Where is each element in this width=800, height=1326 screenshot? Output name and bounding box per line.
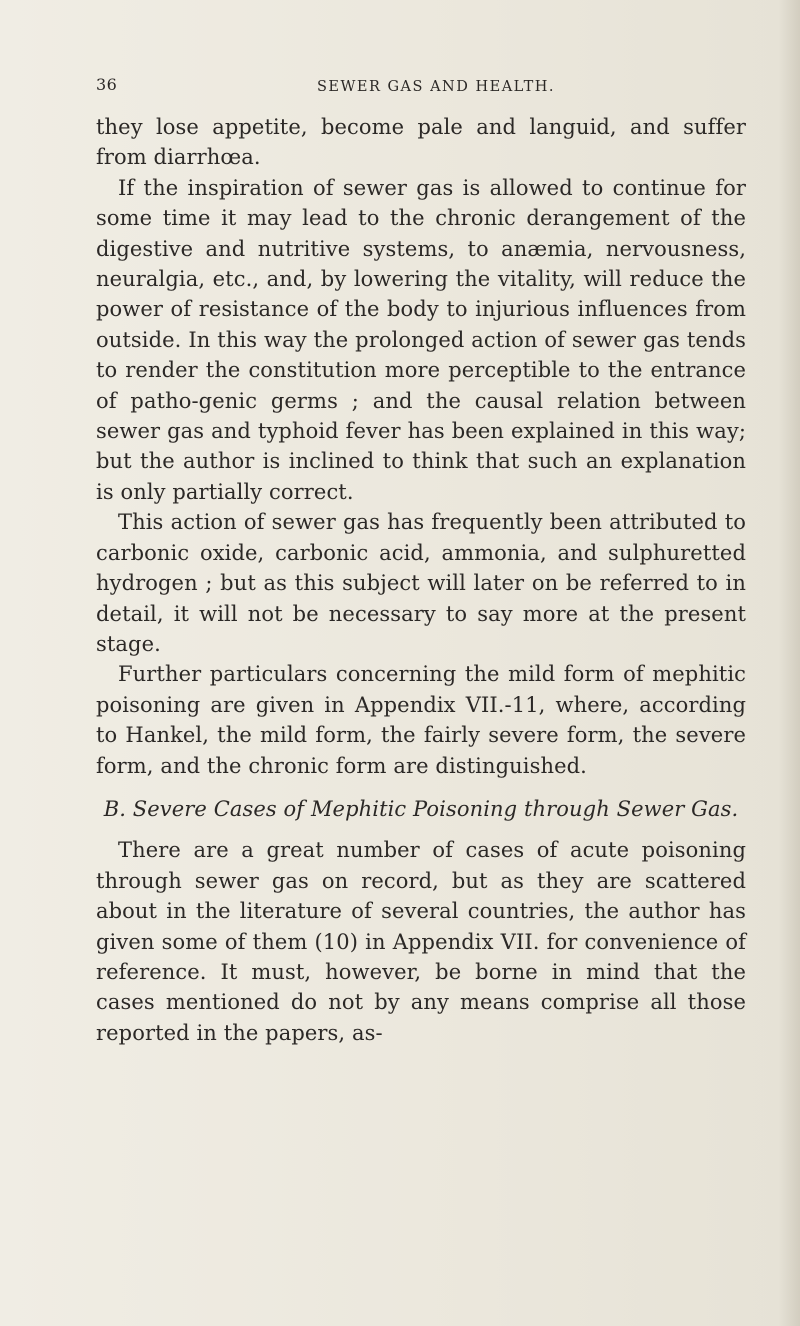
page-number: 36	[96, 75, 118, 94]
running-head: SEWER GAS AND HEALTH.	[316, 79, 556, 95]
section-heading: B. Severe Cases of Mephitic Poisoning through Sewer Gas.	[103, 796, 739, 821]
paragraph-further-particulars: Further particulars concerning the mild form of mephitic poisoning are given in Appendix VII.-11, where, according to Hankel, the mild form, the fairly severe form, the severe form, and the chronic form are distinguished.	[96, 662, 746, 778]
paragraph-attributed-causes: This action of sewer gas has frequently been attributed to carbonic oxide, carbonic acid, ammonia, and sulphuretted hydrogen ; but as this subject will later on be referred to in detail, it will not be necessary to say more at the present stage.	[96, 510, 746, 656]
body-text	[96, 112, 746, 1048]
paragraph-acute-poisoning: There are a great number of cases of acute poisoning through sewer gas on record, but as they are scattered about in the literature of several countries, the author has given some of them (10) in Appendix VII. for convenience of reference. It must, however, be borne in mind that the cases mentioned do not by any means comprise all those reported in the papers, as-	[96, 838, 746, 1045]
paragraph-continued: they lose appetite, become pale and languid, and suffer from diarrhœa.	[96, 115, 746, 170]
paragraph-chronic-derangement: If the inspiration of sewer gas is allowed to continue for some time it may lead to the chronic derangement of the digestive and nutritive systems, to anæmia, nervousness, neuralgia, etc., and, by lowering the vitality, will reduce the power of resistance of the body to injurious influences from outside. In this way the prolonged action of sewer gas tends to render the constitution more perceptible to the entrance of patho-genic germs ; and the causal relation between sewer gas and typhoid fever has been explained in this way; but the author is inclined to think that such an explanation is only partially correct.	[96, 175, 746, 504]
page-edge-shadow	[778, 0, 800, 1326]
page-header	[96, 75, 746, 103]
